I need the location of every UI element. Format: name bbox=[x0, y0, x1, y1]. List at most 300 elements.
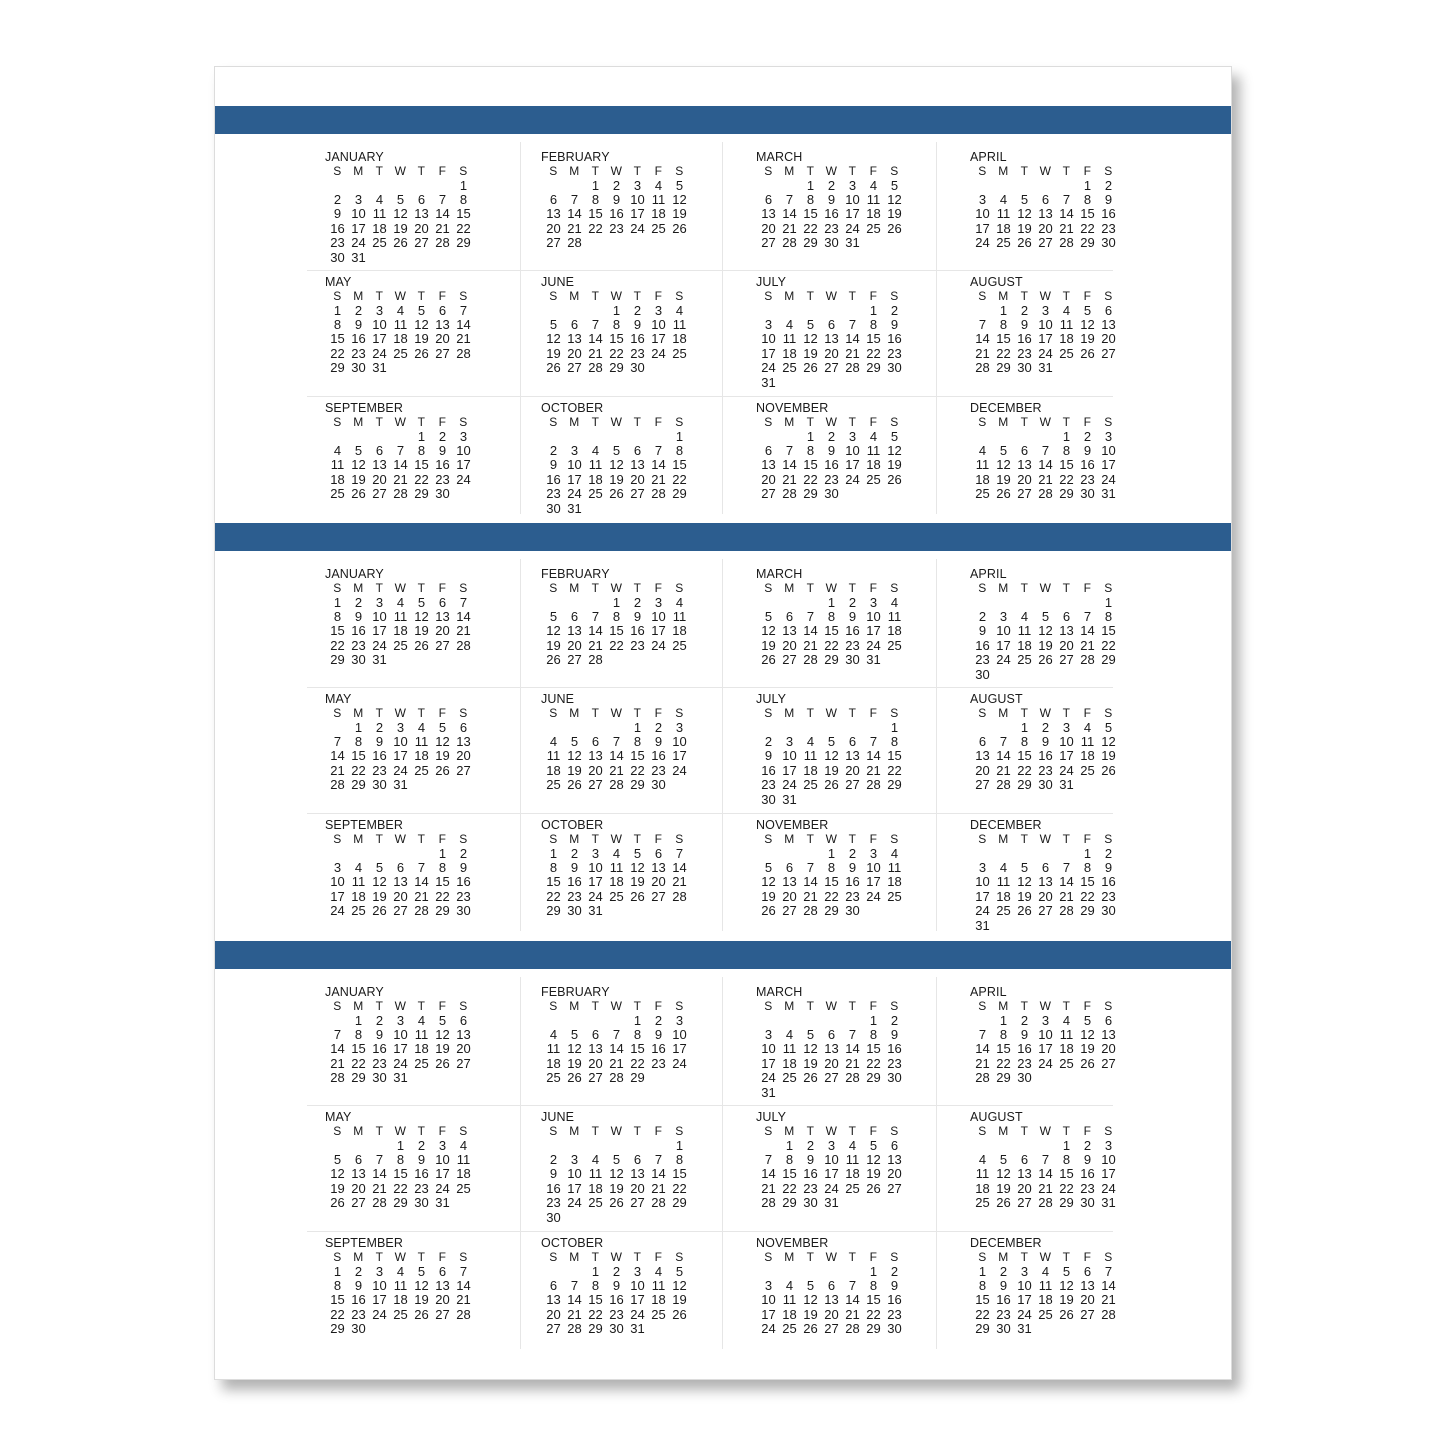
day-cell: 19 bbox=[1017, 220, 1032, 236]
day-cell: 27 bbox=[761, 486, 776, 502]
month-june bbox=[533, 1110, 733, 1228]
day-cell: 5 bbox=[1104, 719, 1113, 735]
day-cell: 14 bbox=[330, 748, 345, 764]
day-cell: 22 bbox=[609, 637, 624, 653]
day-cell: 2 bbox=[459, 845, 468, 861]
weekday-label: S bbox=[890, 164, 899, 178]
day-cell: 1 bbox=[438, 845, 447, 861]
day-cell: 13 bbox=[887, 1151, 902, 1167]
month-name: OCTOBER bbox=[541, 1236, 604, 1250]
day-cell: 25 bbox=[456, 1180, 471, 1196]
weekday-label: F bbox=[654, 1124, 663, 1138]
day-cell: 2 bbox=[764, 733, 773, 749]
day-cell: 1 bbox=[633, 1012, 642, 1028]
day-cell: 27 bbox=[824, 360, 839, 376]
day-cell: 21 bbox=[996, 762, 1011, 778]
month-name: MARCH bbox=[756, 150, 803, 164]
day-cell: 30 bbox=[546, 1209, 561, 1225]
day-cell: 6 bbox=[354, 1151, 363, 1167]
day-cell: 6 bbox=[459, 1012, 468, 1028]
day-cell: 21 bbox=[866, 762, 881, 778]
month-november bbox=[748, 401, 948, 519]
day-cell: 11 bbox=[845, 1151, 860, 1167]
day-cell: 12 bbox=[567, 1041, 582, 1057]
day-cell: 9 bbox=[1104, 191, 1113, 207]
day-cell: 29 bbox=[672, 486, 687, 502]
day-cell: 17 bbox=[567, 471, 582, 487]
day-cell: 7 bbox=[459, 1263, 468, 1279]
day-cell: 19 bbox=[672, 206, 687, 222]
day-cell: 27 bbox=[824, 1070, 839, 1086]
day-cell: 25 bbox=[996, 903, 1011, 919]
day-cell: 22 bbox=[996, 345, 1011, 361]
day-cell: 29 bbox=[782, 1195, 797, 1211]
day-cell: 7 bbox=[1041, 442, 1050, 458]
day-cell: 25 bbox=[651, 220, 666, 236]
day-cell: 21 bbox=[393, 471, 408, 487]
day-cell: 8 bbox=[978, 1277, 987, 1293]
day-cell: 11 bbox=[782, 1292, 797, 1308]
day-cell: 21 bbox=[567, 220, 582, 236]
day-cell: 1 bbox=[675, 1137, 684, 1153]
weekday-label: T bbox=[375, 164, 384, 178]
day-cell: 9 bbox=[438, 442, 447, 458]
day-cell: 23 bbox=[351, 1306, 366, 1322]
day-cell: 6 bbox=[827, 1026, 836, 1042]
day-cell: 19 bbox=[414, 1292, 429, 1308]
day-cell: 21 bbox=[651, 1180, 666, 1196]
weekday-label: S bbox=[1104, 415, 1113, 429]
weekday-label: S bbox=[1104, 164, 1113, 178]
day-cell: 20 bbox=[1101, 331, 1116, 347]
day-cell: 20 bbox=[761, 220, 776, 236]
day-cell: 10 bbox=[435, 1151, 450, 1167]
day-cell: 4 bbox=[549, 733, 558, 749]
day-cell: 22 bbox=[1059, 471, 1074, 487]
weekday-label: S bbox=[764, 289, 773, 303]
weekday-label: T bbox=[1062, 289, 1071, 303]
day-cell: 21 bbox=[567, 1306, 582, 1322]
day-cell: 21 bbox=[845, 345, 860, 361]
weekday-label: S bbox=[333, 706, 342, 720]
weekday-label: T bbox=[417, 999, 426, 1013]
month-may bbox=[317, 275, 517, 393]
day-cell: 11 bbox=[546, 748, 561, 764]
day-cell: 11 bbox=[546, 1041, 561, 1057]
day-cell: 6 bbox=[549, 191, 558, 207]
day-cell: 13 bbox=[1017, 1166, 1032, 1182]
day-cell: 5 bbox=[827, 733, 836, 749]
day-cell: 21 bbox=[588, 637, 603, 653]
day-cell: 8 bbox=[869, 316, 878, 332]
day-cell: 2 bbox=[890, 1263, 899, 1279]
day-cell: 5 bbox=[549, 608, 558, 624]
month-name: SEPTEMBER bbox=[325, 1236, 403, 1250]
day-cell: 24 bbox=[672, 1055, 687, 1071]
day-cell: 28 bbox=[1080, 652, 1095, 668]
weekday-label: M bbox=[569, 832, 580, 846]
day-cell: 13 bbox=[435, 316, 450, 332]
day-cell: 10 bbox=[1038, 1026, 1053, 1042]
day-cell: 4 bbox=[806, 733, 815, 749]
weekday-label: S bbox=[549, 1124, 558, 1138]
day-cell: 5 bbox=[675, 1263, 684, 1279]
day-cell: 23 bbox=[845, 888, 860, 904]
day-cell: 5 bbox=[890, 177, 899, 193]
day-cell: 9 bbox=[459, 859, 468, 875]
day-cell: 16 bbox=[824, 206, 839, 222]
day-cell: 10 bbox=[1038, 316, 1053, 332]
day-cell: 20 bbox=[630, 471, 645, 487]
weekday-label: W bbox=[610, 164, 623, 178]
day-cell: 20 bbox=[824, 1055, 839, 1071]
day-cell: 31 bbox=[393, 777, 408, 793]
weekday-label: W bbox=[394, 415, 407, 429]
day-cell: 20 bbox=[414, 220, 429, 236]
weekday-label: S bbox=[764, 581, 773, 595]
weekday-label: M bbox=[998, 832, 1009, 846]
weekday-label: W bbox=[610, 706, 623, 720]
weekday-label: W bbox=[1039, 581, 1052, 595]
day-cell: 21 bbox=[782, 471, 797, 487]
day-cell: 22 bbox=[672, 471, 687, 487]
day-cell: 28 bbox=[845, 360, 860, 376]
day-cell: 18 bbox=[546, 1055, 561, 1071]
day-cell: 12 bbox=[630, 859, 645, 875]
weekday-label: S bbox=[978, 581, 987, 595]
day-cell: 6 bbox=[1041, 859, 1050, 875]
day-cell: 31 bbox=[1059, 777, 1074, 793]
day-cell: 9 bbox=[848, 859, 857, 875]
day-cell: 1 bbox=[459, 177, 468, 193]
day-cell: 8 bbox=[333, 316, 342, 332]
day-cell: 23 bbox=[351, 637, 366, 653]
day-cell: 11 bbox=[672, 608, 687, 624]
day-cell: 6 bbox=[591, 1026, 600, 1042]
day-cell: 23 bbox=[330, 235, 345, 251]
day-cell: 10 bbox=[672, 1026, 687, 1042]
day-cell: 6 bbox=[1062, 608, 1071, 624]
day-cell: 1 bbox=[785, 1137, 794, 1153]
day-cell: 4 bbox=[869, 428, 878, 444]
month-october bbox=[533, 1236, 733, 1354]
day-cell: 30 bbox=[351, 652, 366, 668]
day-cell: 10 bbox=[393, 1026, 408, 1042]
day-cell: 24 bbox=[1059, 762, 1074, 778]
weekday-label: W bbox=[825, 706, 838, 720]
day-cell: 10 bbox=[1101, 442, 1116, 458]
day-cell: 18 bbox=[1059, 1041, 1074, 1057]
day-cell: 10 bbox=[588, 859, 603, 875]
day-cell: 7 bbox=[785, 191, 794, 207]
weekday-label: F bbox=[438, 581, 447, 595]
day-cell: 15 bbox=[1059, 457, 1074, 473]
weekday-label: M bbox=[784, 1250, 795, 1264]
day-cell: 31 bbox=[975, 917, 990, 933]
day-cell: 1 bbox=[999, 1012, 1008, 1028]
weekday-label: W bbox=[1039, 415, 1052, 429]
day-cell: 18 bbox=[866, 206, 881, 222]
day-cell: 23 bbox=[824, 220, 839, 236]
day-cell: 12 bbox=[887, 191, 902, 207]
day-cell: 17 bbox=[1038, 1041, 1053, 1057]
day-cell: 3 bbox=[633, 1263, 642, 1279]
day-cell: 28 bbox=[651, 486, 666, 502]
weekday-label: M bbox=[998, 706, 1009, 720]
day-cell: 31 bbox=[588, 903, 603, 919]
day-cell: 12 bbox=[824, 748, 839, 764]
day-cell: 16 bbox=[845, 623, 860, 639]
day-cell: 5 bbox=[612, 1151, 621, 1167]
day-cell: 22 bbox=[672, 1180, 687, 1196]
weekday-label: S bbox=[333, 1124, 342, 1138]
day-cell: 25 bbox=[588, 486, 603, 502]
day-cell: 22 bbox=[866, 1306, 881, 1322]
day-cell: 1 bbox=[354, 719, 363, 735]
day-cell: 25 bbox=[1059, 345, 1074, 361]
day-cell: 15 bbox=[588, 206, 603, 222]
day-cell: 11 bbox=[782, 1041, 797, 1057]
day-cell: 14 bbox=[393, 457, 408, 473]
day-cell: 12 bbox=[803, 1041, 818, 1057]
day-cell: 1 bbox=[675, 428, 684, 444]
day-cell: 19 bbox=[372, 888, 387, 904]
weekday-label: W bbox=[825, 832, 838, 846]
day-cell: 9 bbox=[333, 206, 342, 222]
day-cell: 17 bbox=[761, 1306, 776, 1322]
day-cell: 9 bbox=[570, 859, 579, 875]
day-cell: 21 bbox=[975, 1055, 990, 1071]
day-cell: 10 bbox=[975, 206, 990, 222]
weekday-label: W bbox=[394, 1124, 407, 1138]
day-cell: 14 bbox=[1059, 874, 1074, 890]
day-cell: 3 bbox=[459, 428, 468, 444]
day-cell: 15 bbox=[330, 623, 345, 639]
year-band bbox=[215, 523, 1231, 551]
day-cell: 7 bbox=[1062, 859, 1071, 875]
weekday-label: F bbox=[869, 832, 878, 846]
day-cell: 20 bbox=[588, 1055, 603, 1071]
day-cell: 13 bbox=[1017, 457, 1032, 473]
day-cell: 23 bbox=[567, 888, 582, 904]
day-cell: 23 bbox=[630, 637, 645, 653]
month-october bbox=[533, 818, 733, 936]
day-cell: 27 bbox=[761, 235, 776, 251]
day-cell: 21 bbox=[609, 762, 624, 778]
day-cell: 3 bbox=[375, 594, 384, 610]
day-cell: 28 bbox=[866, 777, 881, 793]
month-name: MAY bbox=[325, 692, 352, 706]
day-cell: 16 bbox=[887, 1292, 902, 1308]
day-cell: 24 bbox=[567, 1195, 582, 1211]
day-cell: 29 bbox=[351, 1070, 366, 1086]
day-cell: 20 bbox=[975, 762, 990, 778]
day-cell: 3 bbox=[999, 608, 1008, 624]
day-cell: 9 bbox=[1020, 316, 1029, 332]
day-cell: 1 bbox=[612, 594, 621, 610]
day-cell: 1 bbox=[591, 1263, 600, 1279]
day-cell: 4 bbox=[396, 594, 405, 610]
row-divider bbox=[307, 396, 1113, 397]
weekday-label: F bbox=[1083, 415, 1092, 429]
day-cell: 10 bbox=[761, 1041, 776, 1057]
weekday-label: T bbox=[591, 581, 600, 595]
day-cell: 18 bbox=[651, 1292, 666, 1308]
day-cell: 31 bbox=[824, 1195, 839, 1211]
day-cell: 18 bbox=[546, 762, 561, 778]
day-cell: 4 bbox=[375, 191, 384, 207]
day-cell: 23 bbox=[887, 345, 902, 361]
day-cell: 17 bbox=[393, 1041, 408, 1057]
day-cell: 1 bbox=[806, 428, 815, 444]
day-cell: 4 bbox=[654, 177, 663, 193]
weekday-label: T bbox=[806, 706, 815, 720]
day-cell: 11 bbox=[588, 1166, 603, 1182]
day-cell: 14 bbox=[651, 457, 666, 473]
day-cell: 23 bbox=[824, 471, 839, 487]
day-cell: 23 bbox=[887, 1055, 902, 1071]
weekday-label: S bbox=[459, 289, 468, 303]
month-may bbox=[317, 1110, 517, 1228]
month-may bbox=[317, 692, 517, 810]
day-cell: 9 bbox=[612, 191, 621, 207]
day-cell: 30 bbox=[824, 235, 839, 251]
day-cell: 24 bbox=[672, 762, 687, 778]
day-cell: 12 bbox=[1017, 206, 1032, 222]
day-cell: 27 bbox=[414, 235, 429, 251]
day-cell: 8 bbox=[827, 859, 836, 875]
day-cell: 3 bbox=[1104, 1137, 1113, 1153]
day-cell: 12 bbox=[393, 206, 408, 222]
day-cell: 27 bbox=[435, 345, 450, 361]
day-cell: 7 bbox=[375, 1151, 384, 1167]
day-cell: 11 bbox=[866, 442, 881, 458]
weekday-label: T bbox=[591, 164, 600, 178]
day-cell: 18 bbox=[803, 762, 818, 778]
weekday-label: M bbox=[353, 1250, 364, 1264]
weekday-label: S bbox=[764, 832, 773, 846]
day-cell: 26 bbox=[996, 486, 1011, 502]
day-cell: 28 bbox=[609, 777, 624, 793]
day-cell: 24 bbox=[1038, 345, 1053, 361]
weekday-label: T bbox=[806, 581, 815, 595]
day-cell: 19 bbox=[630, 874, 645, 890]
day-cell: 4 bbox=[396, 302, 405, 318]
day-cell: 9 bbox=[612, 1277, 621, 1293]
day-cell: 10 bbox=[630, 1277, 645, 1293]
day-cell: 15 bbox=[996, 1041, 1011, 1057]
day-cell: 18 bbox=[887, 623, 902, 639]
day-cell: 7 bbox=[654, 442, 663, 458]
day-cell: 22 bbox=[803, 471, 818, 487]
weekday-label: S bbox=[890, 706, 899, 720]
day-cell: 7 bbox=[396, 442, 405, 458]
day-cell: 15 bbox=[866, 1041, 881, 1057]
weekday-label: F bbox=[869, 289, 878, 303]
month-september bbox=[317, 818, 517, 936]
day-cell: 22 bbox=[435, 888, 450, 904]
weekday-label: T bbox=[848, 415, 857, 429]
day-cell: 21 bbox=[782, 220, 797, 236]
day-cell: 8 bbox=[612, 608, 621, 624]
day-cell: 19 bbox=[609, 471, 624, 487]
day-cell: 23 bbox=[1080, 471, 1095, 487]
month-july bbox=[748, 1110, 948, 1228]
day-cell: 16 bbox=[845, 874, 860, 890]
day-cell: 4 bbox=[1062, 302, 1071, 318]
weekday-label: F bbox=[869, 415, 878, 429]
day-cell: 4 bbox=[459, 1137, 468, 1153]
day-cell: 28 bbox=[996, 777, 1011, 793]
day-cell: 25 bbox=[782, 360, 797, 376]
day-cell: 5 bbox=[396, 191, 405, 207]
day-cell: 3 bbox=[785, 733, 794, 749]
day-cell: 20 bbox=[567, 637, 582, 653]
weekday-label: W bbox=[1039, 706, 1052, 720]
day-cell: 12 bbox=[330, 1166, 345, 1182]
year-band bbox=[215, 941, 1231, 969]
day-cell: 3 bbox=[869, 845, 878, 861]
day-cell: 4 bbox=[396, 1263, 405, 1279]
day-cell: 12 bbox=[1080, 1026, 1095, 1042]
day-cell: 23 bbox=[609, 1306, 624, 1322]
day-cell: 2 bbox=[354, 302, 363, 318]
weekday-label: M bbox=[569, 1250, 580, 1264]
day-cell: 25 bbox=[803, 777, 818, 793]
day-cell: 25 bbox=[975, 486, 990, 502]
day-cell: 30 bbox=[975, 666, 990, 682]
day-cell: 24 bbox=[1101, 1180, 1116, 1196]
day-cell: 2 bbox=[827, 428, 836, 444]
day-cell: 30 bbox=[609, 1321, 624, 1337]
weekday-label: T bbox=[1062, 1250, 1071, 1264]
day-cell: 16 bbox=[351, 623, 366, 639]
day-cell: 24 bbox=[351, 235, 366, 251]
weekday-label: W bbox=[394, 706, 407, 720]
day-cell: 20 bbox=[588, 762, 603, 778]
day-cell: 15 bbox=[588, 1292, 603, 1308]
weekday-label: S bbox=[675, 164, 684, 178]
day-cell: 27 bbox=[1038, 235, 1053, 251]
day-cell: 24 bbox=[1017, 1306, 1032, 1322]
day-cell: 16 bbox=[887, 331, 902, 347]
weekday-label: S bbox=[890, 581, 899, 595]
day-cell: 31 bbox=[372, 652, 387, 668]
day-cell: 17 bbox=[651, 331, 666, 347]
day-cell: 28 bbox=[672, 888, 687, 904]
day-cell: 1 bbox=[999, 302, 1008, 318]
weekday-label: S bbox=[978, 1124, 987, 1138]
day-cell: 10 bbox=[845, 442, 860, 458]
month-april bbox=[962, 150, 1162, 268]
day-cell: 18 bbox=[651, 206, 666, 222]
day-cell: 22 bbox=[351, 1055, 366, 1071]
weekday-label: S bbox=[978, 415, 987, 429]
day-cell: 24 bbox=[651, 637, 666, 653]
day-cell: 3 bbox=[675, 1012, 684, 1028]
weekday-label: S bbox=[764, 1124, 773, 1138]
weekday-label: F bbox=[869, 1250, 878, 1264]
day-cell: 31 bbox=[393, 1070, 408, 1086]
day-cell: 29 bbox=[996, 360, 1011, 376]
day-cell: 30 bbox=[414, 1195, 429, 1211]
day-cell: 3 bbox=[869, 594, 878, 610]
day-cell: 14 bbox=[588, 331, 603, 347]
day-cell: 30 bbox=[435, 486, 450, 502]
day-cell: 26 bbox=[414, 637, 429, 653]
day-cell: 12 bbox=[1080, 316, 1095, 332]
weekday-label: M bbox=[569, 289, 580, 303]
